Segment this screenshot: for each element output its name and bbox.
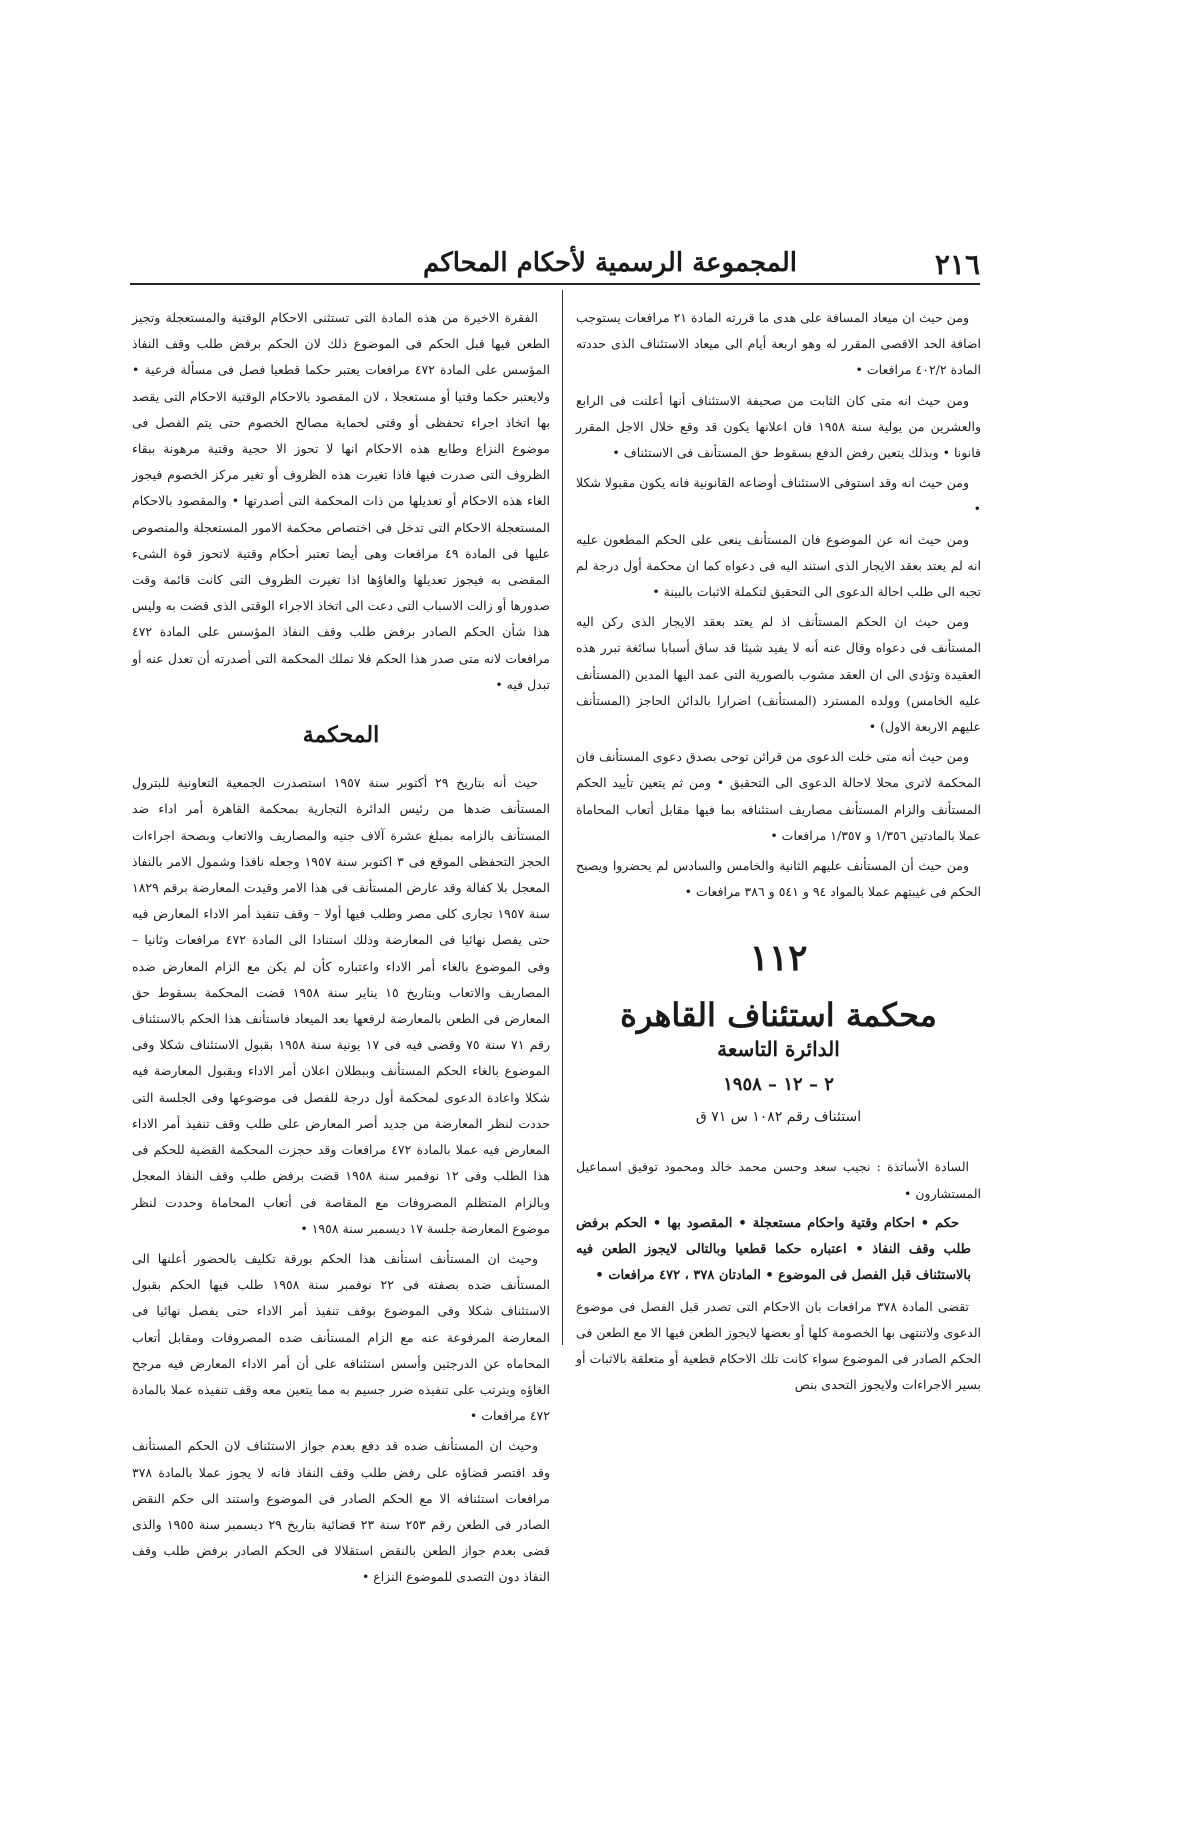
paragraph: وحيث ان المستأنف ضده قد دفع بعدم جواز الاستئناف لان الحكم المستأنف وقد اقتصر قضاؤه على رفض طلب وقف النفاذ فانه لا يجوز عملا بالمادة ٣٧٨ مرافعات استئنافه الا مع الحكم الصادر فى الموضوع واستند الى حكم النقض الصادر فى الطعن رقم ٢٥٣ سنة ٢٣ قضائية بتاريخ ٢٩ ديسمبر سنة ١٩٥٥ والذى قضى بعدم جواز الطعن بالنقض استقلالا فى الحكم الصادر برفض طلب وقف النفاذ دون التصدى للموضوع النزاع • xyxy=(132,1438,550,1585)
judgment-date: ٢ – ١٢ – ١٩٥٨ xyxy=(723,1074,834,1096)
section-title: المحكمة xyxy=(302,722,380,749)
circuit-name: الدائرة التاسعة xyxy=(717,1036,840,1061)
page-number: ٢١٦ xyxy=(934,248,980,281)
page-header xyxy=(130,248,980,281)
paragraph: ومن حيث ان الحكم المستأنف اذ لم يعتد بعقد الايجار الذى ركن اليه المستأنف فى دعواه وقال عنه أنه لا يفيد شيئا قد ساق أسبابا سائغة تبرر هذه العقيدة وتؤدى الى ان العقد مشوب بالصورية التى عمد اليها المدين (المستأنف عليه الخامس) وولده المسترد (المستأنف) اضرارا بالدائن الحاجز (المستأنف عليهم الاربعة الاول) • xyxy=(576,614,981,735)
paragraph: ومن حيث انه متى كان الثابت من صحيفة الاستئناف أنها أعلنت فى الرابع والعشرين من يولية سنة ١٩٥٨ فان اعلانها يكون قد وقع خلال الاجل المقرر قانونا • وبذلك يتعين رفض الدفع بسقوط حق المستأنف فى الاستئناف • xyxy=(576,392,981,461)
column-divider xyxy=(562,290,563,1345)
paragraph: ومن حيث أن المستأنف عليهم الثانية والخامس والسادس لم يحضروا ويصبح الحكم فى غيبتهم عملا بالمواد ٩٤ و ٥٤١ و ٣٨٦ مرافعات • xyxy=(576,858,981,900)
paragraph: الفقرة الاخيرة من هذه المادة التى تستثنى الاحكام الوقتية والمستعجلة وتجيز الطعن فيها قبل الحكم فى الموضوع ذلك لان الحكم برفض طلب وقف النفاذ المؤسس على المادة ٤٧٢ مرافعات يعتبر حكما قطعيا فصل فى مسألة فرعية • ولايعتبر حكما وقتيا أو مستعجلا ، لان المقصود بالاحكام الوقتية الاحكام التى يقصد بها اتخاذ اجراء تحفظى أو وقتى لحماية مصالح الخصوم حتى يتم الفصل فى موضوع النزاع وطابع هذه الاحكام انها لا تحوز الا حجية وقتية مرهونة ببقاء الظروف التى صدرت فيها فاذا تغيرت هذه الظروف أو تغير مركز الخصوم فيجوز الغاء هذه الاحكام أو تعديلها من ذات المحكمة التى أصدرتها • والمقصود بالاحكام المستعجلة الاحكام التى تدخل فى اختصاص محكمة الامور المستعجلة والمنصوص عليها فى المادة ٤٩ مرافعات وهى أيضا تعتبر أحكام وقتية لاتحوز قوة الشىء المقضى به فيجوز تعديلها والغاؤها اذا تغيرت الظروف التى كانت قائمة وقت صدورها أو زالت الاسباب التى دعت الى اتخاذ الاجراء الوقتى الذى قضت به وليس هذا شأن الحكم الصادر برفض طلب وقف النفاذ المؤسس على المادة ٤٧٢ مرافعات لانه متى صدر هذا الحكم فلا تملك المحكمة التى أصدرته أن تعدل عنه أو تبدل فيه • xyxy=(132,310,551,692)
paragraph: حيث أنه بتاريخ ٢٩ أكتوبر سنة ١٩٥٧ استصدرت الجمعية التعاونية للبترول المستأنف ضدها من رئيس الدائرة التجارية بمحكمة القاهرة أمر اداء ضد المستأنف بالزامه بمبلغ عشرة آلاف جنيه والمصاريف والاتعاب وبصحة اجراءات الحجز التحفظى الموقع فى ٣ اكتوبر سنة ١٩٥٧ وجعله نافذا وشمول الامر بالنفاذ المعجل بلا كفالة وقد عارض المستأنف فى هذا الامر وقيدت المعارضة برقم ١٨٢٩ سنة ١٩٥٧ تجارى كلى مصر وطلب فيها أولا – وقف تنفيذ أمر الاداء المعارض فيه حتى يفصل نهائيا فى المعارضة وذلك استنادا الى المادة ٤٧٢ مرافعات وثانيا – وفى الموضوع بالغاء أمر الاداء واعتباره كأن لم يكن مع الزام المعارض ضده المصاريف والاتعاب وبتاريخ ١٥ يناير سنة ١٩٥٨ قضت المحكمة بسقوط حق المعارض فى الطعن بالمعارضة لرفعها بعد الميعاد فاستأنف هذا الحكم بالاستئناف رقم ٧١ سنة ٧٥ وقضى فيه فى ١٧ يونية سنة ١٩٥٨ بقبول الاستئناف شكلا وفى الموضوع بالغاء الحكم المستأنف وببطلان اعلان أمر الاداء وبقبول المعارضة فيه شكلا واعادة الدعوى لمحكمة أول درجة للفصل فى موضوعها وفى الجلسة التى حددت لنظر المعارضة من جديد أصر المعارض على طلب وقف تنفيذ أمر الاداء المعارض فيه عملا بالمادة ٤٧٢ مرافعات وقد حجزت المحكمة القضية للحكم فى هذا الطلب وفى ١٢ نوفمبر سنة ١٩٥٨ قضت برفض طلب وقف النفاذ المعجل وبالزام المتظلم المصروفات مع المقاصة فى أتعاب المحاماة وحددت لنظر موضوع المعارضة جلسة ١٧ ديسمبر سنة ١٩٥٨ • xyxy=(132,775,551,1236)
left-column xyxy=(132,305,550,1595)
paragraph: ومن حيث انه عن الموضوع فان المستأنف ينعى على الحكم المطعون عليه انه لم يعتد بعقد الايجار الذى استند اليه فى دعواه كما ان محكمة أول درجة لم تجبه الى طلب احالة الدعوى الى التحقيق لتكملة الاثبات بالبينة • xyxy=(576,531,981,600)
case-number: ١١٢ xyxy=(749,937,808,980)
judges-line: السادة الأساتذة : نجيب سعد وحسن محمد خالد ومحمود توفيق اسماعيل المستشارون • xyxy=(576,1159,981,1201)
header-rule xyxy=(130,283,980,285)
paragraph: ومن حيث ان ميعاد المسافة على هدى ما قررته المادة ٢١ مرافعات يستوجب اضافة الحد الاقصى المقرر له وهو اربعة أيام الى ميعاد الاستئناف الذى حددته المادة ٤٠٢/٢ مرافعات • xyxy=(576,310,981,378)
paragraph: تقضى المادة ٣٧٨ مرافعات بان الاحكام التى تصدر قبل الفصل فى موضوع الدعوى ولاتنتهى بها الخصومة كلها أو بعضها لايجوز الطعن فيها الا مع الطعن فى الحكم الصادر فى الموضوع سواء كانت تلك الاحكام قطعية أو متعلقة بالاثبات أو بسير الاجراءات ولايجوز التحدى بنص xyxy=(576,1298,981,1393)
paragraph: وحيث ان المستأنف استأنف هذا الحكم بورقة تكليف بالحضور أعلنها الى المستأنف ضده بصفته فى ٢٢ نوفمبر سنة ١٩٥٨ طلب فيها الحكم بقبول الاستئناف شكلا وفى الموضوع بوقف تنفيذ أمر الاداء حتى يفصل نهائيا فى المعارضة المرفوعة عنه مع الزام المستأنف ضده المصروفات ومقابل أتعاب المحاماه عن الدرجتين وأسس استئنافه على أن أمر الاداء المعارض فيه مرجح الغاؤه ويترتب على تنفيذه ضرر جسيم به مما يتعين معه وقف تنفيذه عملا بالمادة ٤٧٢ مرافعات • xyxy=(132,1250,550,1424)
appeal-reference: استئناف رقم ١٠٨٢ س ٧١ ق xyxy=(695,1109,862,1126)
paragraph: ومن حيث أنه متى خلت الدعوى من قرائن توحى بصدق دعوى المستأنف فان المحكمة لاترى محلا لاحالة الدعوى الى التحقيق • ومن ثم يتعين تأييد الحكم المستأنف والزام المستأنف مصاريف استئنافه بما فيها مقابل أتعاب المحاماة عملا بالمادتين ١/٣٥٦ و ١/٣٥٧ مرافعات • xyxy=(576,749,981,843)
headnote: حكم • احكام وقتية واحكام مستعجلة • المقصود بها • الحكم برفض طلب وقف النفاذ • اعتباره حكما قطعيا وبالتالى لايجوز الطعن فيه بالاستئناف قبل الفصل فى الموضوع • المادتان ٣٧٨ ، ٤٧٢ مرافعات • xyxy=(576,1215,971,1284)
right-column xyxy=(576,305,981,1402)
court-name: محكمة استئناف القاهرة xyxy=(620,995,937,1034)
paragraph: ومن حيث انه وقد استوفى الاستئناف أوضاعه القانونية فانه يكون مقبولا شكلا • xyxy=(576,475,981,517)
running-title: المجموعة الرسمية لأحكام المحاكم xyxy=(423,248,797,278)
